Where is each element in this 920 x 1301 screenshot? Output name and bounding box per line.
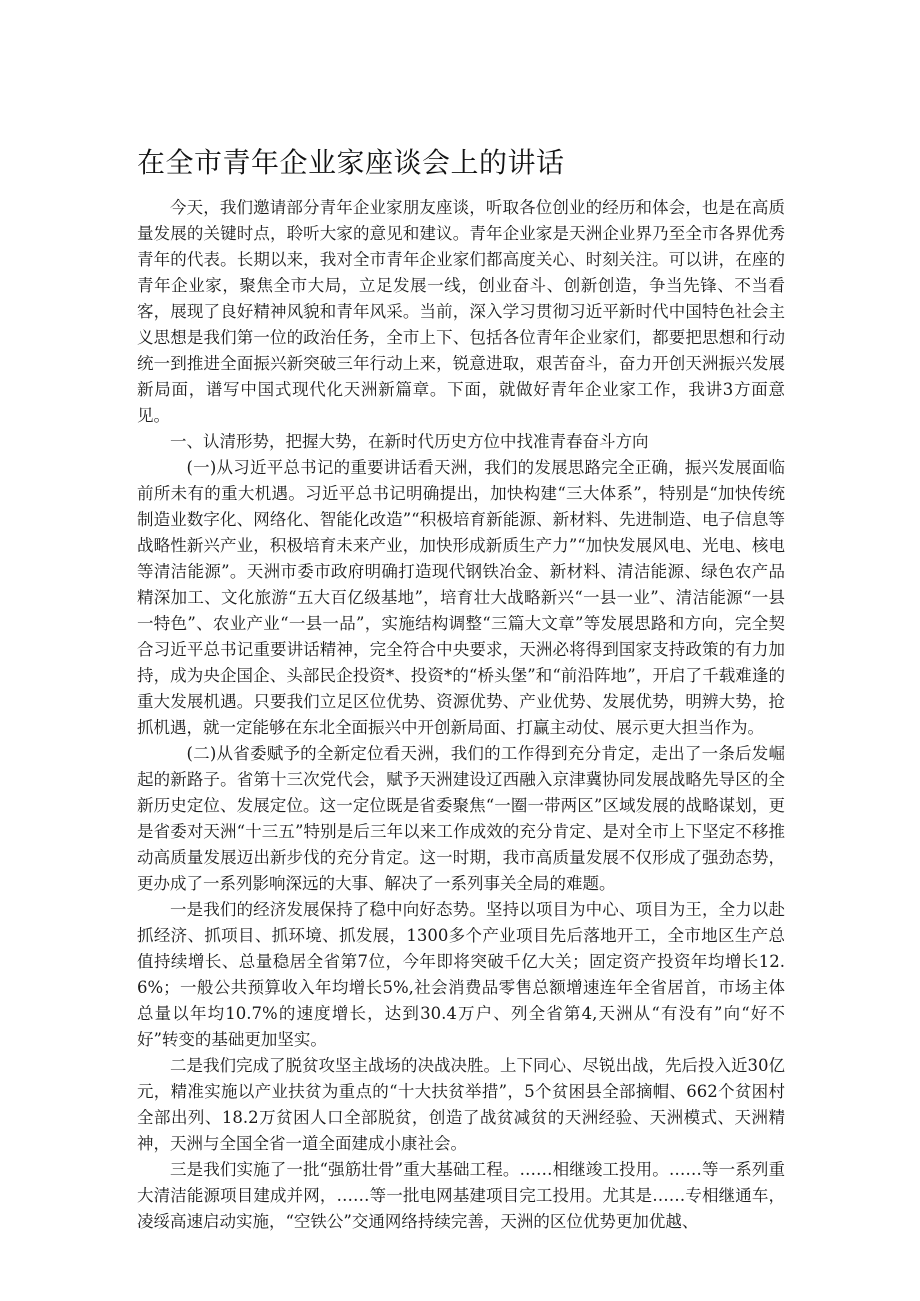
paragraph-point-2: 二是我们完成了脱贫攻坚主战场的决战决胜。上下同心、尽锐出战，先后投入近30亿元，精准实施以产业扶贫为重点的“十大扶贫举措”，5个贫困县全部摘帽、662个贫困村全部出列、18.2万贫困人口全部脱贫，创造了战贫减贫的天洲经验、天洲模式、天洲精神，天洲与全国全省一道全面建成小康社会。 (137, 1056, 785, 1153)
paragraph-point-3: 三是我们实施了一批“强筋壮骨”重大基础工程。……相继竣工投用。……等一系列重大清洁能源项目建成并网，……等一批电网基建项目完工投用。尤其是……专相继通车，凌绥高速启动实施，“空铁公”交通网络持续完善，天洲的区位优势更加优越、 (137, 1160, 785, 1231)
document-body (137, 195, 785, 1235)
paragraph-intro: 今天，我们邀请部分青年企业家朋友座谈，听取各位创业的经历和体会，也是在高质量发展的关键时点，聆听大家的意见和建议。青年企业家是天洲企业界乃至全市各界优秀青年的代表。长期以来，我对全市青年企业家们都高度关心、时刻关注。可以讲，在座的青年企业家，聚焦全市大局，立足发展一线，创业奋斗、创新创造，争当先锋、不当看客，展现了良好精神风貌和青年风采。当前，深入学习贯彻习近平新时代中国特色社会主义思想是我们第一位的政治任务，全市上下、包括各位青年企业家们，都要把思想和行动统一到推进全面振兴新突破三年行动上来，锐意进取，艰苦奋斗，奋力开创天洲振兴发展新局面，谱写中国式现代化天洲新篇章。下面，就做好青年企业家工作，我讲3方面意见。 (137, 198, 785, 425)
paragraph-point-1: 一是我们的经济发展保持了稳中向好态势。坚持以项目为中心、项目为王，全力以赴抓经济、抓项目、抓环境、抓发展，1300多个产业项目先后落地开工，全市地区生产总值持续增长、总量稳居全省第7位，今年即将突破千亿大关；固定资产投资年均增长12.6%；一般公共预算收入年均增长5%,社会消费品零售总额增速连年全省居首，市场主体总量以年均10.7%的速度增长，达到30.4万户、列全省第4,天洲从“有没有”向“好不好”转变的基础更加坚实。 (137, 900, 785, 1049)
document-page (137, 0, 785, 1235)
page-title: 在全市青年企业家座谈会上的讲话 (137, 146, 565, 179)
paragraph-subsection-2: (二)从省委赋予的全新定位看天洲，我们的工作得到充分肯定，走出了一条后发崛起的新路子。省第十三次党代会，赋予天洲建设辽西融入京津冀协同发展战略先导区的全新历史定位、发展定位。这一定位既是省委聚焦“一圈一带两区”区域发展的战略谋划，更是省委对天洲“十三五”特别是后三年以来工作成效的充分肯定、是对全市上下坚定不移推动高质量发展迈出新步伐的充分肯定。这一时期，我市高质量发展不仅形成了强劲态势，更办成了一系列影响深远的大事、解决了一系列事关全局的难题。 (137, 744, 785, 893)
paragraph-subsection-1: (一)从习近平总书记的重要讲话看天洲，我们的发展思路完全正确，振兴发展面临前所未有的重大机遇。习近平总书记明确提出，加快构建“三大体系”，特别是“加快传统制造业数字化、网络化、智能化改造”“积极培育新能源、新材料、先进制造、电子信息等战略性新兴产业，积极培育未来产业，加快形成新质生产力”“加快发展风电、光电、核电等清洁能源”。天洲市委市政府明确打造现代钢铁冶金、新材料、清洁能源、绿色农产品精深加工、文化旅游“五大百亿级基地”，培育壮大战略新兴“一县一业”、清洁能源“一县一特色”、农业产业“一县一品”，实施结构调整“三篇大文章”等发展思路和方向，完全契合习近平总书记重要讲话精神，完全符合中央要求，天洲必将得到国家支持政策的有力加持，成为央企国企、头部民企投资*、投资*的“桥头堡”和“前沿阵地”，开启了千载难逢的重大发展机遇。只要我们立足区位优势、资源优势、产业优势、发展优势，明辨大势，抢抓机遇，就一定能够在东北全面振兴中开创新局面、打赢主动仗、展示更大担当作为。 (137, 458, 785, 737)
section-heading-1: 一、认清形势，把握大势，在新时代历史方位中找准青春奋斗方向 (170, 432, 649, 451)
